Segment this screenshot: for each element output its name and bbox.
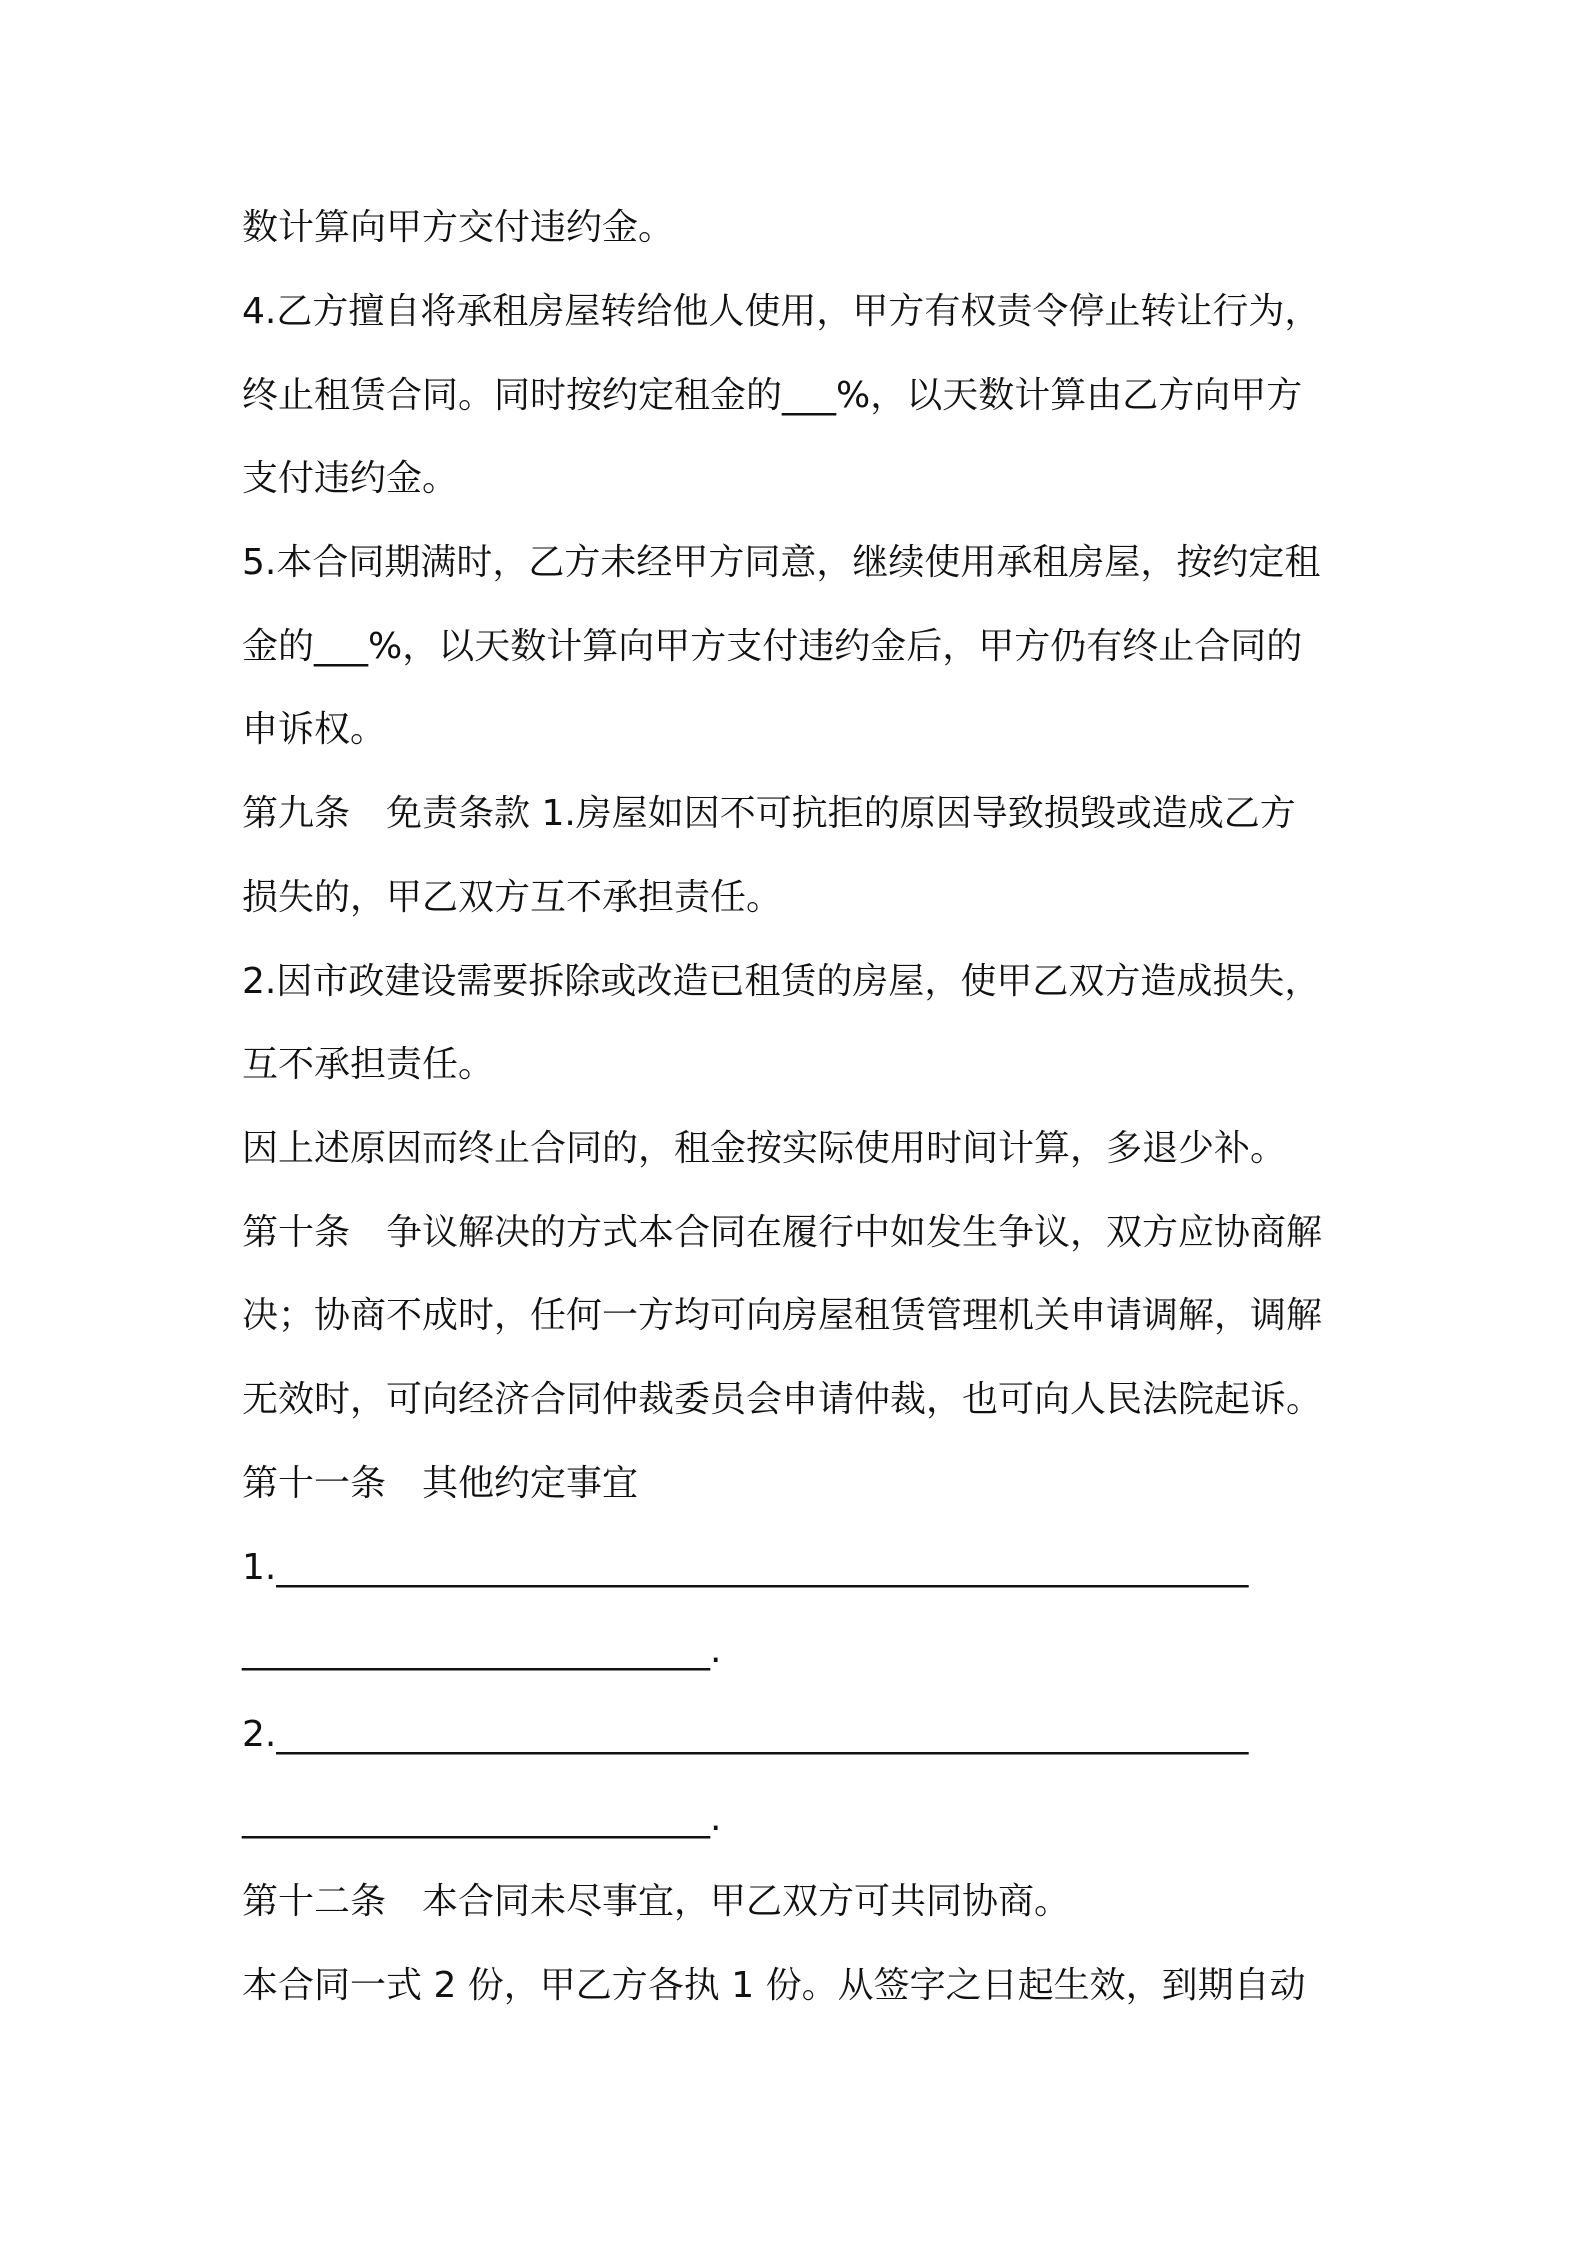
blank-line: __________________________.: [242, 1798, 722, 1839]
blank-line: __________________________.: [242, 1630, 722, 1671]
text-line: 第九条 免责条款 1.房屋如因不可抗拒的原因导致损毁或造成乙方: [242, 793, 1296, 834]
text-line: 损失的，甲乙双方互不承担责任。: [242, 877, 783, 918]
text-line: 支付违约金。: [242, 458, 459, 499]
text-line: 2.因市政建设需要拆除或改造已租赁的房屋，使甲乙双方造成损失，: [242, 961, 1321, 1002]
text-line: 本合同一式 2 份，甲乙方各执 1 份。从签字之日起生效，到期自动: [242, 1965, 1306, 2006]
text-line: 5.本合同期满时，乙方未经甲方同意，继续使用承租房屋，按约定租: [242, 542, 1321, 583]
text-line: 数计算向甲方交付违约金。: [242, 207, 675, 248]
text-line: 无效时，可向经济合同仲裁委员会申请仲裁，也可向人民法院起诉。: [242, 1379, 1323, 1420]
blank-line: 1.______________________________________________________: [242, 1547, 1249, 1588]
blank-line: 2.______________________________________________________: [242, 1714, 1249, 1755]
text-line: 4.乙方擅自将承租房屋转给他人使用，甲方有权责令停止转让行为，: [242, 291, 1321, 332]
text-line: 互不承担责任。: [242, 1044, 495, 1085]
text-line: 第十条 争议解决的方式本合同在履行中如发生争议，双方应协商解: [242, 1212, 1323, 1253]
text-line: 终止租赁合同。同时按约定租金的___%，以天数计算由乙方向甲方: [242, 375, 1303, 416]
text-line: 第十一条 其他约定事宜: [242, 1463, 639, 1504]
text-line: 申诉权。: [242, 709, 387, 750]
text-line: 金的___%，以天数计算向甲方支付违约金后，甲方仍有终止合同的: [242, 626, 1303, 667]
text-line: 因上述原因而终止合同的，租金按实际使用时间计算，多退少补。: [242, 1128, 1287, 1169]
text-line: 第十二条 本合同未尽事宜，甲乙双方可共同协商。: [242, 1881, 1071, 1922]
text-line: 决；协商不成时，任何一方均可向房屋租赁管理机关申请调解，调解: [242, 1295, 1323, 1336]
